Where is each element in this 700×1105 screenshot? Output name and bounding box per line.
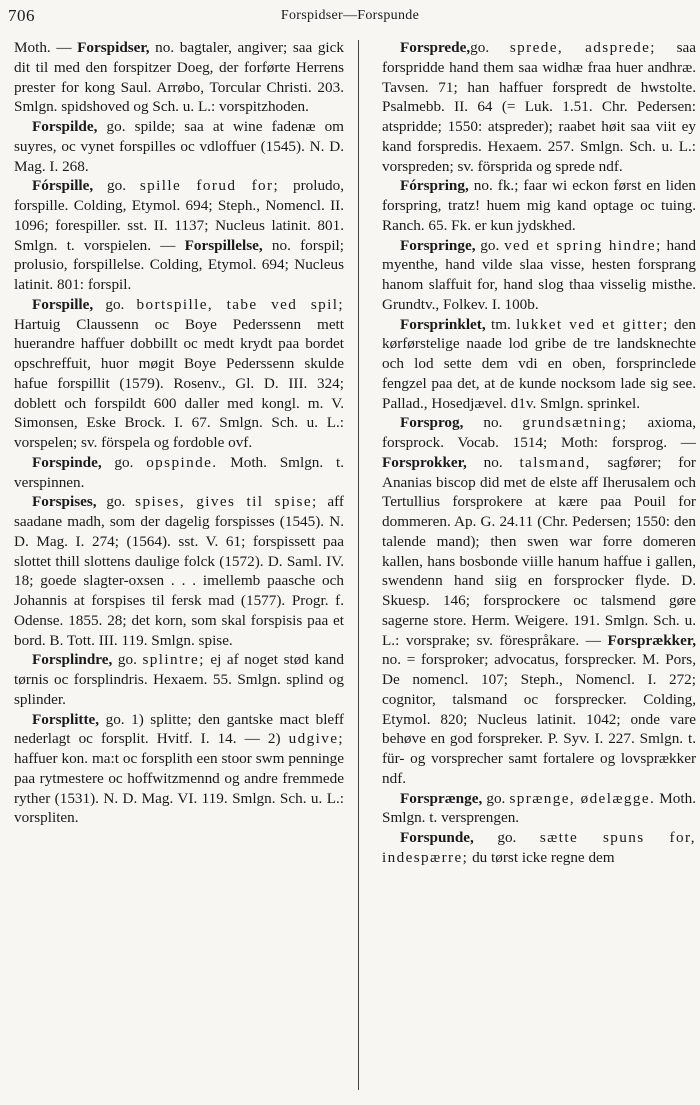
entry-text: Moth. Smlgn. t. verspinnen. xyxy=(14,453,344,491)
headword: Forspunde, xyxy=(400,829,474,846)
dictionary-entry xyxy=(14,492,344,650)
entry-text: sagfører; for Ananias biscop did met de elste aff Iherusalem och Tertullius forsprokere at kære paa Pouil for dommeren. Ap. G. 24.11 (Chr. Pedersen; 1550: den talende mand); then swen war forre domeren kallen, hans bosbonde viille hanum haffue i gallen, swendenn hand siig en forsprocker flyde. D. Skuesp. 146; forsprockere oc talsmend gøre sagerne store. Herm. Weigere. 191. Smlgn. Sch. u. L.: vorsprake; sv. förespråkare. — xyxy=(382,453,696,649)
entry-text: tm. xyxy=(485,315,517,333)
dictionary-entry xyxy=(14,295,344,453)
entry-text: go. 1) splitte; den gantske mact bleff nederlagt oc forsplit. Hvitf. I. 14. — 2) xyxy=(14,710,344,748)
spaced-gloss: grundsætning; xyxy=(522,414,628,432)
headword: Forspises, xyxy=(32,493,97,511)
entry-text: haffuer kon. ma:t oc forsplith een stoor swm penninge paa rytmestere oc hoffwitzmennd og andre fremmede ryther (1531). N. D. Mag. VI. 119. Smlgn. Sch. u. L.: vorspliten. xyxy=(14,750,344,827)
entry-text: no. xyxy=(466,453,520,471)
entry-text: go. xyxy=(93,295,137,313)
entry-text: Hartuig Claussenn oc Boye Pederssenn mett huerandre haffuer dobbillt oc medt krydt paa bordet opschreffuit, huor møgit Boye Pederssenn skulde hafue forspillit (1579). Rosenv., Gl. D. III. 324; doblett och forspildt 600 daller med kongl. m. V. Simonsen, Eske Brock. I. 67. Smlgn. Sch. u. L.: vorspelen; sv. förspela og fordoble ovf. xyxy=(14,315,344,451)
entry-text: Moth. Smlgn. t. versprengen. xyxy=(382,789,696,827)
dictionary-entry xyxy=(382,176,696,235)
dictionary-entry xyxy=(382,38,696,176)
dictionary-entry xyxy=(382,413,696,788)
entry-text: no. forspil; prolusio, forspillelse. Colding, Etymol. 694; Nucleus latinit. 801: forspil. xyxy=(14,236,344,293)
headword: Fórspille, xyxy=(32,177,94,195)
spaced-gloss: spises, gives til spise; xyxy=(135,493,318,511)
column-divider xyxy=(358,40,359,1090)
page-number: 706 xyxy=(8,6,35,25)
entry-text: no. fk.; faar wi eckon først en liden forspring, tratz! huem mig kand optage oc tuing. Ranch. 65. Fk. er kun jydskhed. xyxy=(382,177,696,234)
entry-text: go. xyxy=(101,453,147,471)
entry-text: hand myenthe, hand vilde slaa visse, hesten forsprang hanom slaffuit for, hand slog thaa visselig misthe. Grundtv., Folkev. I. 100b. xyxy=(382,236,696,313)
right-column xyxy=(382,38,696,1100)
headword: Forsprænge, xyxy=(400,789,483,807)
headword: Forsplitte, xyxy=(32,710,100,728)
dictionary-entry xyxy=(14,176,344,295)
entry-text: no. = forsproker; advocatus, forsprecker. M. Pors, De nomencl. 107; Steph., Nomencl. I. 272; cognitor, talsmand oc forsprecker. Colding, Etymol. 820; Nucleus latinit. 1042; onde vare behøve en god forspreker. P. Syv. I. 227. Smlgn. t. für- og vorsprecher samt fortalere og lovsprækker ndf. xyxy=(382,651,696,787)
entry-text: go. xyxy=(475,236,505,254)
headword: Forspinde, xyxy=(32,453,102,471)
entry-text: go. xyxy=(112,651,143,669)
spaced-gloss: splintre; xyxy=(142,651,205,669)
dictionary-entry xyxy=(382,789,696,829)
spaced-gloss: sprede, adsprede; xyxy=(509,39,656,56)
headword: Fórspring, xyxy=(400,177,469,195)
spaced-gloss: ved et spring hindre; xyxy=(504,236,662,254)
entry-text: proludo, forspille. Colding, Etymol. 694; Steph., Nomencl. II. 1096; forespiller. sst. II. 1137; Nucleus latinit. 801. Smlgn. t. vorspielen. — xyxy=(14,177,344,254)
headword: Forspille, xyxy=(32,295,94,313)
entry-text: go. xyxy=(473,829,540,846)
dictionary-entry xyxy=(14,38,344,117)
entry-text: aff saadane madh, som der dagelig forspisses (1545). N. D. Mag. I. 274; (1564). sst. V. 61; forspissett paa slottet thill slottens daulige folck (1572). D. Saml. IV. 18; goede slagter-oxsen . . . imellemb paasche och Johannis at forspises til fersk mad (1577). Progr. f. Odense. 1855. 28; det korn, som skal forspisis paa et bord. B. Tott. III. 119. Smlgn. spise. xyxy=(14,493,344,649)
headword: Forsprede, xyxy=(400,39,471,56)
spaced-gloss: spille forud for; xyxy=(139,177,280,195)
headword: Forsprækker, xyxy=(607,631,696,649)
entry-text: go. spilde; saa at wine fadenæ om suyres, oc vynet forspilles oc vdloffuer (1545). N. D. Mag. I. 268. xyxy=(14,118,344,175)
dictionary-entry xyxy=(382,315,696,414)
entry-text: den kørførstelige naade lod gribe de tre landsknechte och lod sette dem vdi en oben, forsprinclede fengzel paa det, at de kunde nocksom lade sig see. Pallad., Hosedjævel. d1v. Smlgn. sprinkel. xyxy=(382,315,696,412)
headword: Forsprog, xyxy=(400,414,464,432)
left-column xyxy=(14,38,344,1100)
headword: Forspringe, xyxy=(400,236,476,254)
entry-text: axioma, forsprock. Vocab. 1514; Moth: forsprog. — xyxy=(382,414,696,451)
entry-text: saa forspridde hand them saa widhæ fraa huer andhræ. Tavsen. 71; han haffuer forspredt de hwstolte. Psalmebb. II. 64 (= Luk. 1.51. Chr. Pedersen: atspridde; 1550: atspreder); raabet høit saa viit ey kand forspredis. Hexaem. 257. Smlgn. Sch. u. L.: vorspreden; sv. försprida og sprede ndf. xyxy=(382,39,696,175)
entry-text: go. xyxy=(470,39,510,56)
headword: Forsplindre, xyxy=(32,651,113,669)
entry-text: ej af noget stød kand tørnis oc forsplindris. Hexaem. 55. Smlgn. splind og splinder. xyxy=(14,651,344,708)
spaced-gloss: udgive; xyxy=(288,730,344,748)
headword: Forspidser, xyxy=(77,39,150,56)
entry-text: no. bagtaler, angiver; saa gick dit til med den forspitzer Doeg, der forførte Herrens prester for kong Saul. Arrøbo, Torcular Christi. 203. Smlgn. spidshoved og Sch. u. L.: vorspitzhoden. xyxy=(14,39,344,116)
dictionary-entry xyxy=(14,710,344,829)
dictionary-entry xyxy=(14,117,344,176)
entry-text: du tørst icke regne dem xyxy=(468,848,615,866)
spaced-gloss: opspinde. xyxy=(146,453,218,471)
dictionary-entry xyxy=(14,650,344,709)
entry-text: no. xyxy=(463,414,523,432)
spaced-gloss: sætte spuns for, indespærre; xyxy=(382,829,696,866)
page-header xyxy=(0,0,700,34)
headword: Forsprinklet, xyxy=(400,315,486,333)
entry-text: go. xyxy=(96,493,136,511)
spaced-gloss: talsmand, xyxy=(519,453,591,471)
headword: Forspilde, xyxy=(32,118,98,135)
dictionary-entry xyxy=(382,236,696,315)
spaced-gloss: sprænge, ødelægge. xyxy=(509,789,656,807)
headword: Forspillelse, xyxy=(184,236,263,254)
dictionary-entry xyxy=(14,453,344,493)
spaced-gloss: bortspille, tabe ved spil; xyxy=(136,295,344,313)
running-head: Forspidser—Forspunde xyxy=(280,8,420,23)
entry-text: go. xyxy=(482,789,510,807)
entry-text: go. xyxy=(93,177,140,195)
headword: Forsprokker, xyxy=(382,453,467,471)
dictionary-entry xyxy=(382,828,696,868)
spaced-gloss: lukket ved et gitter; xyxy=(516,315,669,333)
entry-text: Moth. — xyxy=(14,39,78,56)
